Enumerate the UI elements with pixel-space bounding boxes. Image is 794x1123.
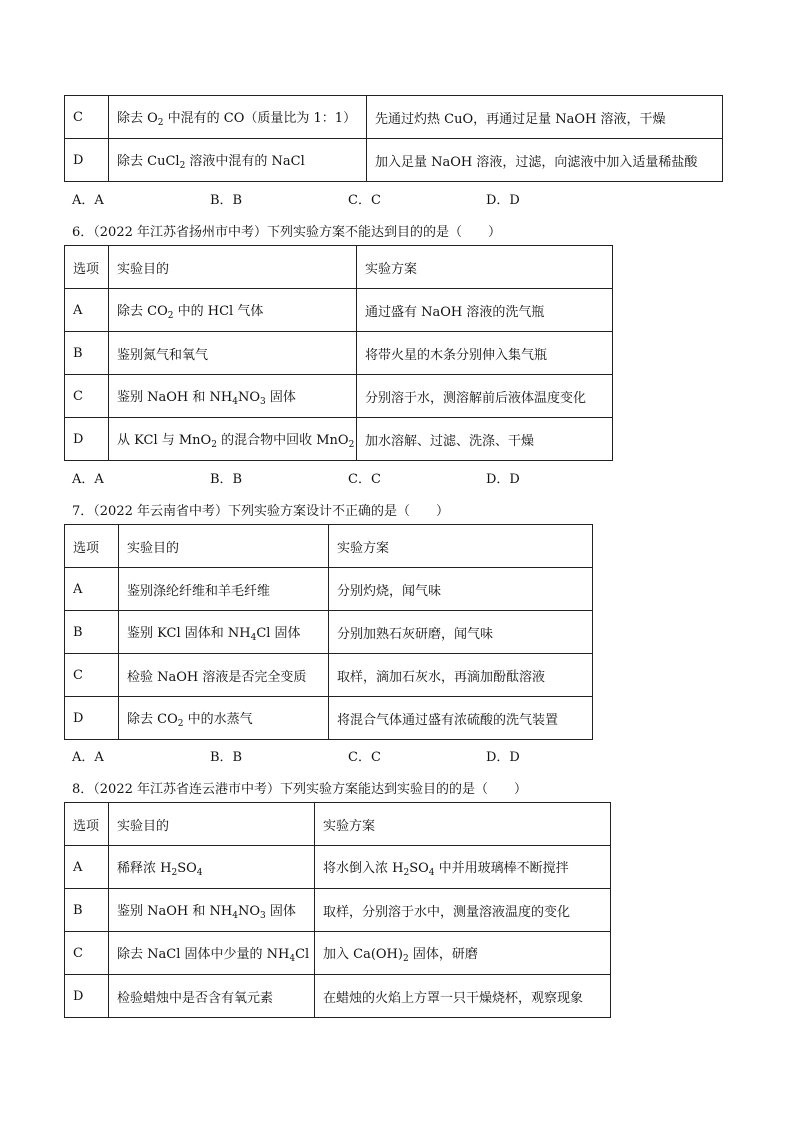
subscript: 2 [179, 160, 186, 171]
subscript: 2 [177, 718, 184, 729]
table-row [65, 139, 723, 182]
choice-d[interactable]: D．D [486, 750, 520, 765]
plan-cell: 加入 $Ca(OH)_2$ 固体，研磨 [315, 932, 611, 975]
header-plan: 实验方案 [315, 803, 611, 846]
table-row [65, 889, 611, 932]
plan-cell: 加水溶解、过滤、洗涤、干燥 [357, 418, 613, 461]
table-q6-body [65, 289, 613, 461]
option-cell: B [65, 332, 109, 375]
option-cell: D [65, 418, 109, 461]
choice-c[interactable]: C．C [348, 193, 381, 208]
subscript: 3 [260, 396, 266, 407]
subscript: 4 [196, 867, 203, 878]
choice-b[interactable]: B．B [210, 193, 243, 208]
purpose-cell: 鉴别 KCl 固体和 $NH_4Cl$ 固体 [119, 611, 329, 654]
subscript: 4 [250, 632, 257, 643]
table-q8-body [65, 846, 611, 1018]
header-plan: 实验方案 [357, 246, 613, 289]
table-header-row [65, 525, 593, 568]
choice-c[interactable]: C．C [348, 750, 381, 765]
plan-cell: 通过盛有 NaOH 溶液的洗气瓶 [357, 289, 613, 332]
option-cell: B [65, 611, 119, 654]
choice-b[interactable]: B．B [210, 472, 243, 487]
subscript: 2 [348, 439, 355, 450]
plan-cell: 加入足量 NaOH 溶液，过滤，向滤液中加入适量稀盐酸 [367, 139, 723, 182]
option-cell: D [65, 139, 109, 182]
plan-cell: 分别灼烧，闻气味 [329, 568, 593, 611]
purpose-cell: 从 KCl 与 MnO$_2$ 的混合物中回收 MnO$_2$ [109, 418, 357, 461]
choice-b[interactable]: B．B [210, 750, 243, 765]
subscript: 4 [232, 910, 238, 921]
header-purpose: 实验目的 [109, 246, 357, 289]
purpose-cell: 除去 $CO_2$ 中的 HCl 气体 [109, 289, 357, 332]
purpose-cell: 鉴别 NaOH 和 $NH_4NO_3$ 固体 [109, 375, 357, 418]
table-row [65, 418, 613, 461]
option-cell: C [65, 932, 109, 975]
purpose-cell: 除去 $CO_2$ 中的水蒸气 [119, 697, 329, 740]
header-plan: 实验方案 [329, 525, 593, 568]
purpose-cell: 除去 NaCl 固体中少量的 $NH_4Cl$ [109, 932, 315, 975]
table-row [65, 654, 593, 697]
purpose-cell: 鉴别 NaOH 和 $NH_4NO_3$ 固体 [109, 889, 315, 932]
plan-cell: 分别溶于水，测溶解前后液体温度变化 [357, 375, 613, 418]
purpose-cell: 检验蜡烛中是否含有氧元素 [109, 975, 315, 1018]
choice-a[interactable]: A．A [72, 193, 104, 208]
subscript: 2 [167, 310, 174, 321]
table-q6 [64, 245, 613, 461]
table-row [65, 697, 593, 740]
subscript: 3 [260, 910, 266, 921]
table-q5 [64, 95, 723, 182]
subscript: 4 [289, 953, 296, 964]
option-cell: D [65, 697, 119, 740]
choice-a[interactable]: A．A [72, 472, 104, 487]
plan-cell: 将水倒入浓 $H_2SO_4$ 中并用玻璃棒不断搅拌 [315, 846, 611, 889]
table-row [65, 332, 613, 375]
subscript: 2 [403, 867, 410, 878]
plan-cell: 先通过灼热 CuO，再通过足量 NaOH 溶液，干燥 [367, 96, 723, 139]
purpose-cell: 除去 CuCl$_2$ 溶液中混有的 NaCl [109, 139, 367, 182]
table-q7-body [65, 568, 593, 740]
option-cell: C [65, 96, 109, 139]
subscript: 4 [232, 396, 238, 407]
plan-cell: 将混合气体通过盛有浓硫酸的洗气装置 [329, 697, 593, 740]
plan-cell: 取样，滴加石灰水，再滴加酚酞溶液 [329, 654, 593, 697]
question-6-text: 6．（2022 年江苏省扬州市中考）下列实验方案不能达到目的的是（ ） [72, 225, 501, 240]
purpose-cell: 除去 $O_2$ 中混有的 CO（质量比为 1：1） [109, 96, 367, 139]
table-row [65, 846, 611, 889]
header-option: 选项 [65, 525, 119, 568]
choice-d[interactable]: D．D [486, 472, 520, 487]
subscript: 4 [428, 867, 435, 878]
option-cell: A [65, 289, 109, 332]
table-header-row [65, 246, 613, 289]
plan-cell: 将带火星的木条分别伸入集气瓶 [357, 332, 613, 375]
choice-a[interactable]: A．A [72, 750, 104, 765]
option-cell: A [65, 846, 109, 889]
table-row [65, 932, 611, 975]
table-row [65, 611, 593, 654]
header-option: 选项 [65, 803, 109, 846]
purpose-cell: 鉴别氮气和氧气 [109, 332, 357, 375]
table-row [65, 568, 593, 611]
option-cell: B [65, 889, 109, 932]
table-q7 [64, 524, 593, 740]
table-q8 [64, 802, 611, 1018]
subscript: 2 [402, 953, 409, 964]
plan-cell: 取样，分别溶于水中，测量溶液温度的变化 [315, 889, 611, 932]
subscript: 2 [211, 439, 217, 450]
table-row [65, 375, 613, 418]
header-purpose: 实验目的 [109, 803, 315, 846]
table-row [65, 96, 723, 139]
option-cell: C [65, 654, 119, 697]
option-cell: C [65, 375, 109, 418]
subscript: 2 [171, 867, 178, 878]
header-option: 选项 [65, 246, 109, 289]
subscript: 2 [157, 117, 164, 128]
choice-d[interactable]: D．D [486, 193, 520, 208]
choice-c[interactable]: C．C [348, 472, 381, 487]
question-7-text: 7．（2022 年云南省中考）下列实验方案设计不正确的是（ ） [72, 504, 449, 519]
question-8-text: 8．（2022 年江苏省连云港市中考）下列实验方案能达到实验目的的是（ ） [72, 782, 527, 797]
option-cell: D [65, 975, 109, 1018]
plan-cell: 在蜡烛的火焰上方罩一只干燥烧杯，观察现象 [315, 975, 611, 1018]
table-header-row [65, 803, 611, 846]
table-q5-body [65, 96, 723, 182]
header-purpose: 实验目的 [119, 525, 329, 568]
table-row [65, 289, 613, 332]
table-row [65, 975, 611, 1018]
option-cell: A [65, 568, 119, 611]
purpose-cell: 鉴别涤纶纤维和羊毛纤维 [119, 568, 329, 611]
purpose-cell: 稀释浓 $H_2SO_4$ [109, 846, 315, 889]
purpose-cell: 检验 NaOH 溶液是否完全变质 [119, 654, 329, 697]
plan-cell: 分别加熟石灰研磨，闻气味 [329, 611, 593, 654]
